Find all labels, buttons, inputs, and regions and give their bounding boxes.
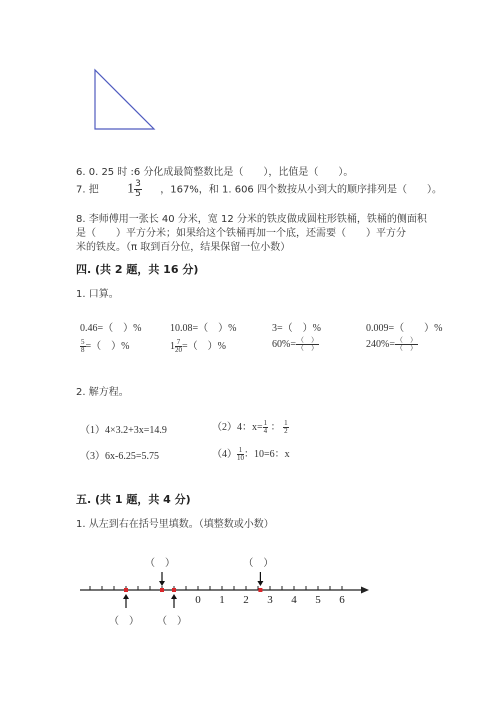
equation-2: （2）4：x= $\frac{1}{4}$ ： $\frac{1}{2}$ [212,419,288,436]
oral-b1: $\frac{5}{8}$ =（ ）% [81,338,130,355]
question-6: 6. 0. 25 时 :6 分化成最简整数比是（ ），比值是（ ）。 [76,167,354,178]
oral-b3: 60%= $\frac{( )}{( )}$ [272,336,318,352]
tick-label: 5 [315,594,321,606]
blank-answer: （ ） [109,616,139,627]
q7-suffix: ，167%，和 1. 606 四个数按从小到大的顺序排列是（ ）。 [160,184,442,196]
equation-1: （1）4×3.2+3x=14.9 [80,425,167,436]
pointer-arrowhead [159,581,165,586]
equation-4: （4） $\frac{1}{10}$ ：10=6：x [212,446,290,463]
number-line-marker [160,588,164,592]
section-5-q1-label: 1. 从左到右在括号里填数。（填整数或小数） [76,519,274,530]
oral-b2: 1 $\frac{7}{20}$ =（ ）% [170,338,226,355]
tick-label: 1 [219,594,225,606]
tick-label: 6 [339,594,345,606]
tick-label: 0 [195,594,201,606]
number-line-marker [172,588,176,592]
oral-a1: 0.46=（ ）% [80,323,142,334]
question-7 [76,180,442,199]
oral-a3: 3=（ ）% [272,323,321,334]
question-8-line-1: 8. 李师傅用一张长 40 分米，宽 12 分米的铁皮做成圆柱形铁桶，铁桶的侧面积 [76,214,427,225]
blank-answer: （ ） [145,558,175,569]
blank-answer: （ ） [243,558,274,569]
section-5-title: 五. (共 1 题，共 4 分) [76,493,191,506]
blank-answer: （ ） [157,616,187,627]
triangle-figure [90,66,160,134]
oral-a4: 0.009=（ ）% [366,323,443,334]
section-4-title: 四. (共 2 题，共 16 分) [76,263,199,276]
pointer-arrowhead [171,594,177,599]
oral-a2: 10.08=（ ）% [170,323,237,334]
number-line-marker [258,588,262,592]
equation-3: （3）6x-6.25=5.75 [80,451,159,462]
tick-label: 2 [243,594,249,606]
pointer-arrowhead [257,581,263,586]
section-4-q1-label: 1. 口算。 [76,289,119,300]
oral-b4: 240%= $\frac{( )}{( )}$ [366,336,417,352]
number-line-arrowhead [361,587,369,594]
tick-label: 4 [291,594,297,606]
q7-mixed-fraction: $\frac{3}{5}$ [135,179,141,199]
question-8-line-3: 米的铁皮。（π 取到百分位，结果保留一位小数） [76,242,291,253]
tick-label: 3 [267,594,273,606]
number-line-marker [124,588,128,592]
q7-mixed-whole: 1 [127,181,135,197]
section-4-q2-label: 2. 解方程。 [76,387,129,398]
question-8-line-2: 是（ ）平方分米；如果给这个铁桶再加一个底，还需要（ ）平方分 [76,228,406,239]
number-line-figure [75,552,375,632]
pointer-arrowhead [123,594,129,599]
q7-prefix: 7. 把 [76,184,99,196]
